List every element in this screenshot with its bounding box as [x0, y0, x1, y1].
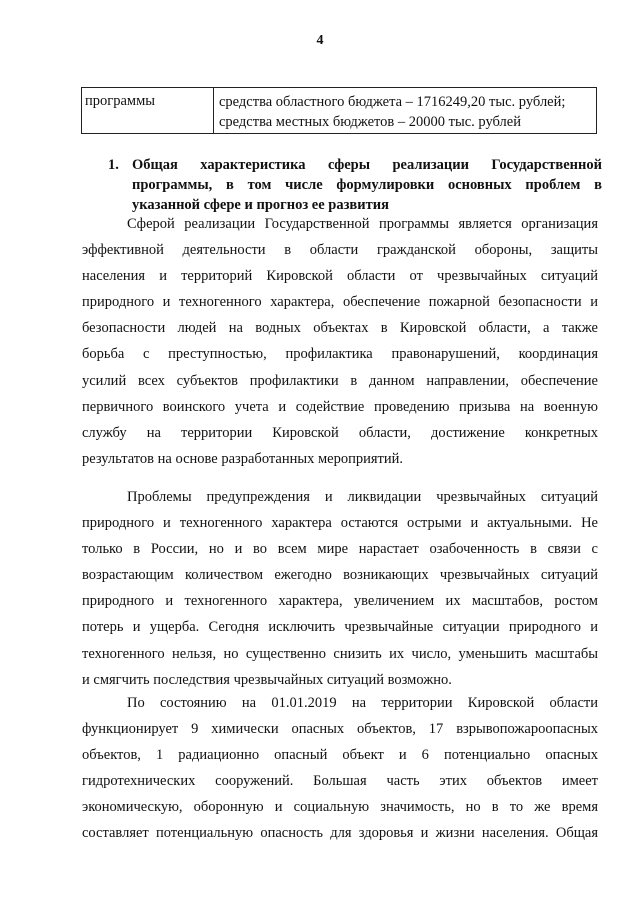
section-heading-line: программы, в том числе формулировки основных проблем в [132, 177, 602, 193]
paragraph-line: только в России, но и во всем мире нарастает озабоченность в связи с [82, 541, 598, 558]
paragraph-line: техногенного нельзя, но существенно снизить их число, уменьшить масштабы [82, 645, 598, 662]
paragraph-line: возрастающим количеством ежегодно возникающих чрезвычайных ситуаций [82, 567, 598, 584]
paragraph-line: эффективной деятельности в области гражданской обороны, защиты [82, 242, 598, 259]
paragraph-line: первичного воинского учета и содействие проведению призыва на военную [82, 398, 598, 415]
paragraph-line: усилий всех субъектов профилактики в данном направлении, обеспечение [82, 372, 598, 389]
paragraph-line: и смягчить последствия чрезвычайных ситуаций возможно. [82, 671, 452, 688]
section-heading-line: Общая характеристика сферы реализации Государственной [132, 157, 602, 173]
paragraph-line: борьба с преступностью, профилактика правонарушений, координация [82, 346, 598, 363]
paragraph-line: службу на территории Кировской области, достижение конкретных [82, 424, 598, 441]
paragraph-scope [82, 211, 598, 472]
paragraph-line: природного и техногенного характера, обеспечение пожарной безопасности и [82, 294, 598, 311]
paragraph-line: природного и техногенного характера остаются острыми и актуальными. Не [82, 515, 598, 532]
paragraph-line: Сферой реализации Государственной программы является организация [127, 216, 598, 232]
paragraph-objects [82, 690, 598, 847]
paragraph-line: результатов на основе разработанных мероприятий. [82, 450, 403, 467]
paragraph-line: Проблемы предупреждения и ликвидации чрезвычайных ситуаций [127, 489, 598, 505]
paragraph-problems [82, 484, 598, 693]
funding-line-regional: средства областного бюджета – 1716249,20 тыс. рублей; [219, 94, 566, 110]
section-heading [108, 155, 602, 215]
page-number: 4 [316, 33, 324, 48]
funding-table-value-cell [219, 92, 565, 132]
paragraph-line: функционирует 9 химически опасных объектов, 17 взрывопожароопасных [82, 721, 598, 738]
paragraph-line: населения и территорий Кировской области от чрезвычайных ситуаций [82, 268, 598, 285]
section-heading-line: указанной сфере и прогноз ее развития [132, 197, 389, 213]
paragraph-line: экономическую, оборонную и социальную значимость, но в то же время [82, 799, 598, 816]
paragraph-line: природного и техногенного характера, увеличением их масштабов, ростом [82, 593, 598, 610]
funding-table-label-cell [82, 88, 214, 133]
paragraph-line: гидротехнических сооружений. Большая часть этих объектов имеет [82, 773, 598, 790]
funding-line-local: средства местных бюджетов – 20000 тыс. рублей [219, 114, 521, 130]
funding-table-label: программы [85, 93, 155, 109]
paragraph-line: потерь и ущерба. Сегодня исключить чрезвычайные ситуации природного и [82, 619, 598, 636]
paragraph-line: безопасности людей на водных объектах в Кировской области, а также [82, 320, 598, 337]
paragraph-line: По состоянию на 01.01.2019 на территории Кировской области [127, 695, 598, 711]
paragraph-line: объектов, 1 радиационно опасный объект и 6 потенциально опасных [82, 747, 598, 764]
section-number: 1. [108, 157, 119, 173]
paragraph-line: составляет потенциальную опасность для здоровья и жизни населения. Общая [82, 825, 598, 842]
funding-table [81, 87, 597, 134]
